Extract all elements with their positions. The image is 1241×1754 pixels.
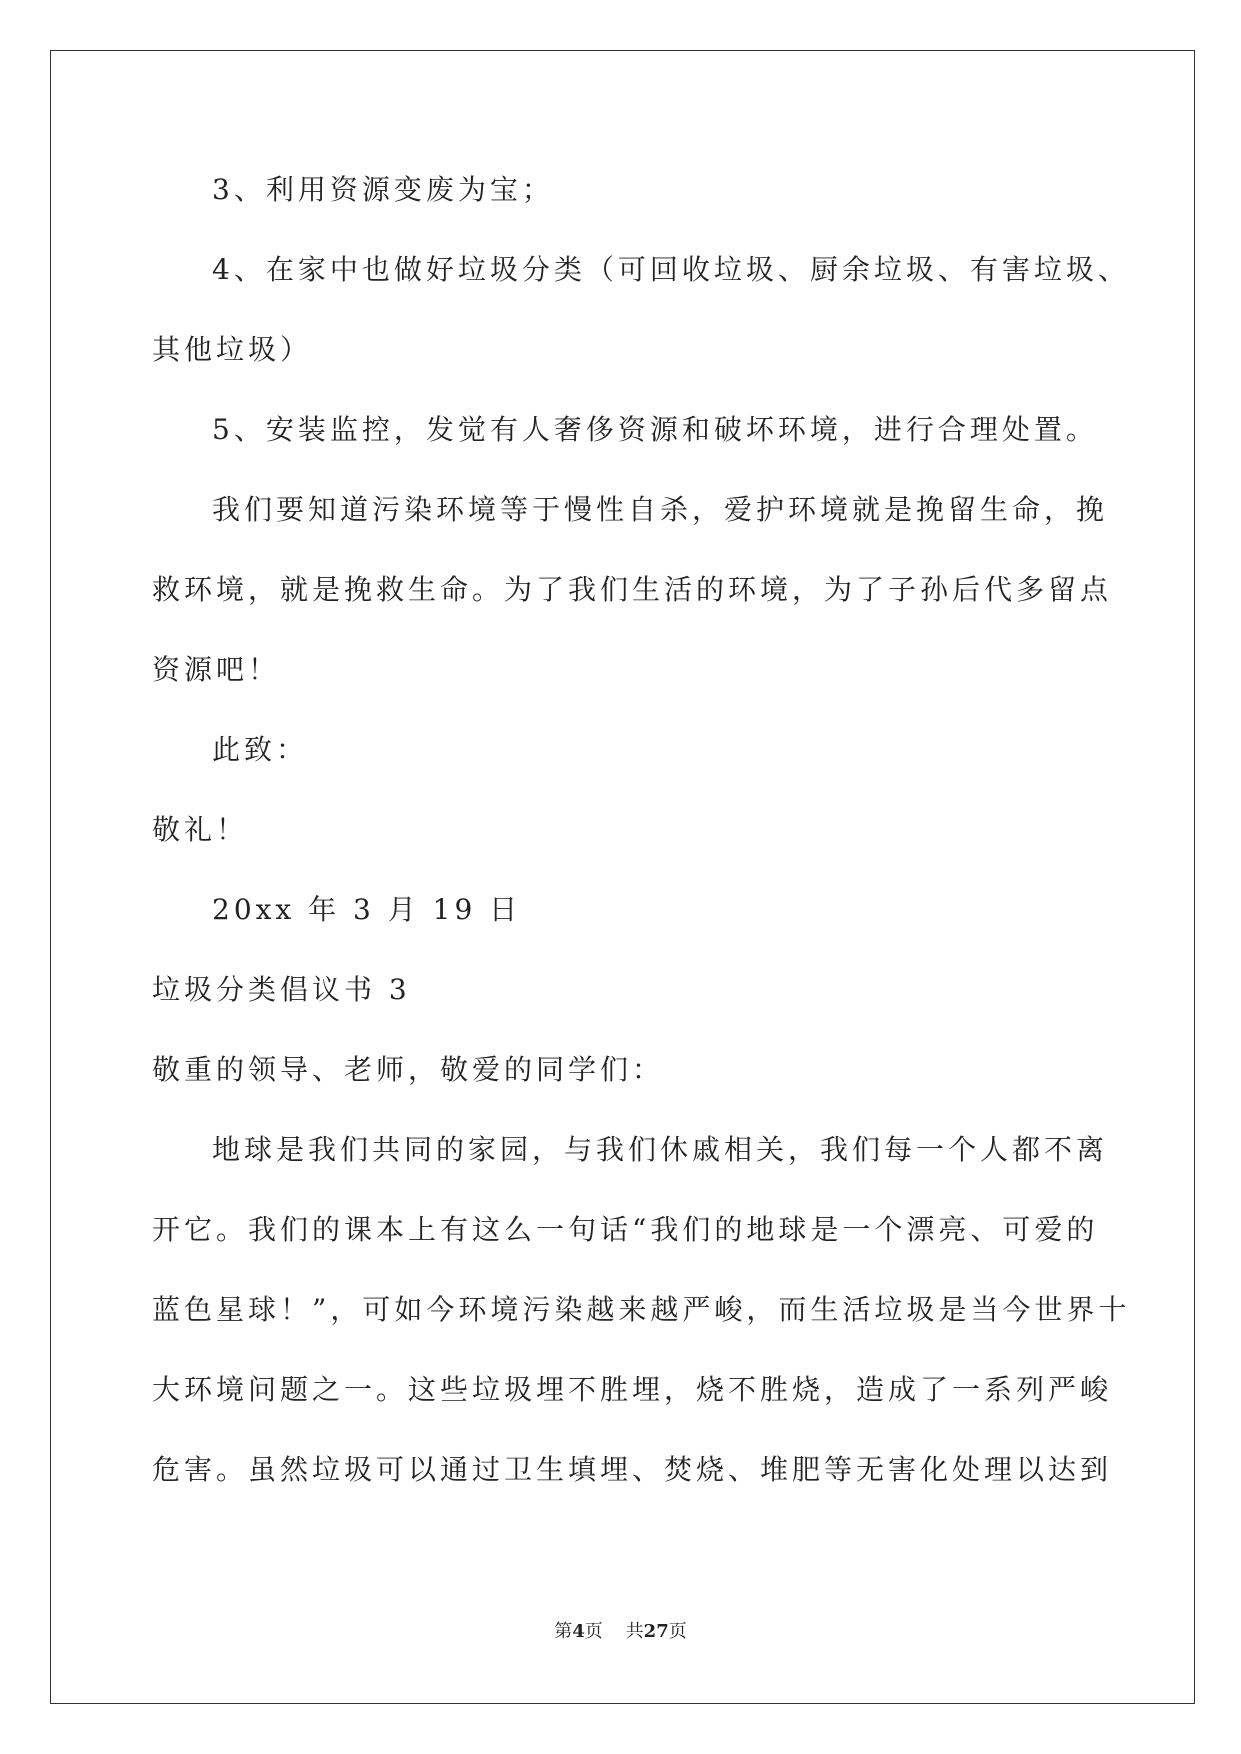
date-line: 20xx 年 3 月 19 日 [212,893,522,926]
text-line: 开它。我们的课本上有这么一句话“我们的地球是一个漂亮、可爱的 [152,1213,1099,1246]
footer-page-number: 4 [572,1621,585,1642]
salutation: 敬重的领导、老师，敬爱的同学们： [152,1053,665,1086]
footer-page-suffix: 页 [584,1621,603,1642]
footer-total-prefix: 共 [625,1621,644,1642]
footer-prefix: 第 [554,1621,573,1642]
text-line: 3、利用资源变废为宝； [212,173,554,206]
text-line: 5、安装监控，发觉有人奢侈资源和破坏环境，进行合理处置。 [212,413,1098,446]
page-footer [0,1620,1241,1644]
text-line: 蓝色星球！”，可如今环境污染越来越严峻，而生活垃圾是当今世界十 [152,1293,1131,1326]
text-line: 危害。虽然垃圾可以通过卫生填埋、焚烧、堆肥等无害化处理以达到 [152,1453,1113,1486]
text-line: 其他垃圾） [152,333,313,366]
section-title: 垃圾分类倡议书 3 [152,973,411,1006]
text-line: 地球是我们共同的家园，与我们休戚相关，我们每一个人都不离 [212,1133,1109,1166]
text-line: 资源吧！ [152,653,281,686]
text-line: 敬礼！ [152,813,249,846]
text-line: 大环境问题之一。这些垃圾埋不胜埋，烧不胜烧，造成了一系列严峻 [152,1373,1113,1406]
text-line: 4、在家中也做好垃圾分类（可回收垃圾、厨余垃圾、有害垃圾、 [212,253,1130,286]
text-line: 救环境，就是挽救生命。为了我们生活的环境，为了子孙后代多留点 [152,573,1113,606]
footer-total-pages: 27 [643,1621,669,1642]
text-line: 此致： [212,733,309,766]
footer-total-suffix: 页 [668,1621,687,1642]
text-line: 我们要知道污染环境等于慢性自杀，爱护环境就是挽留生命，挽 [212,493,1109,526]
